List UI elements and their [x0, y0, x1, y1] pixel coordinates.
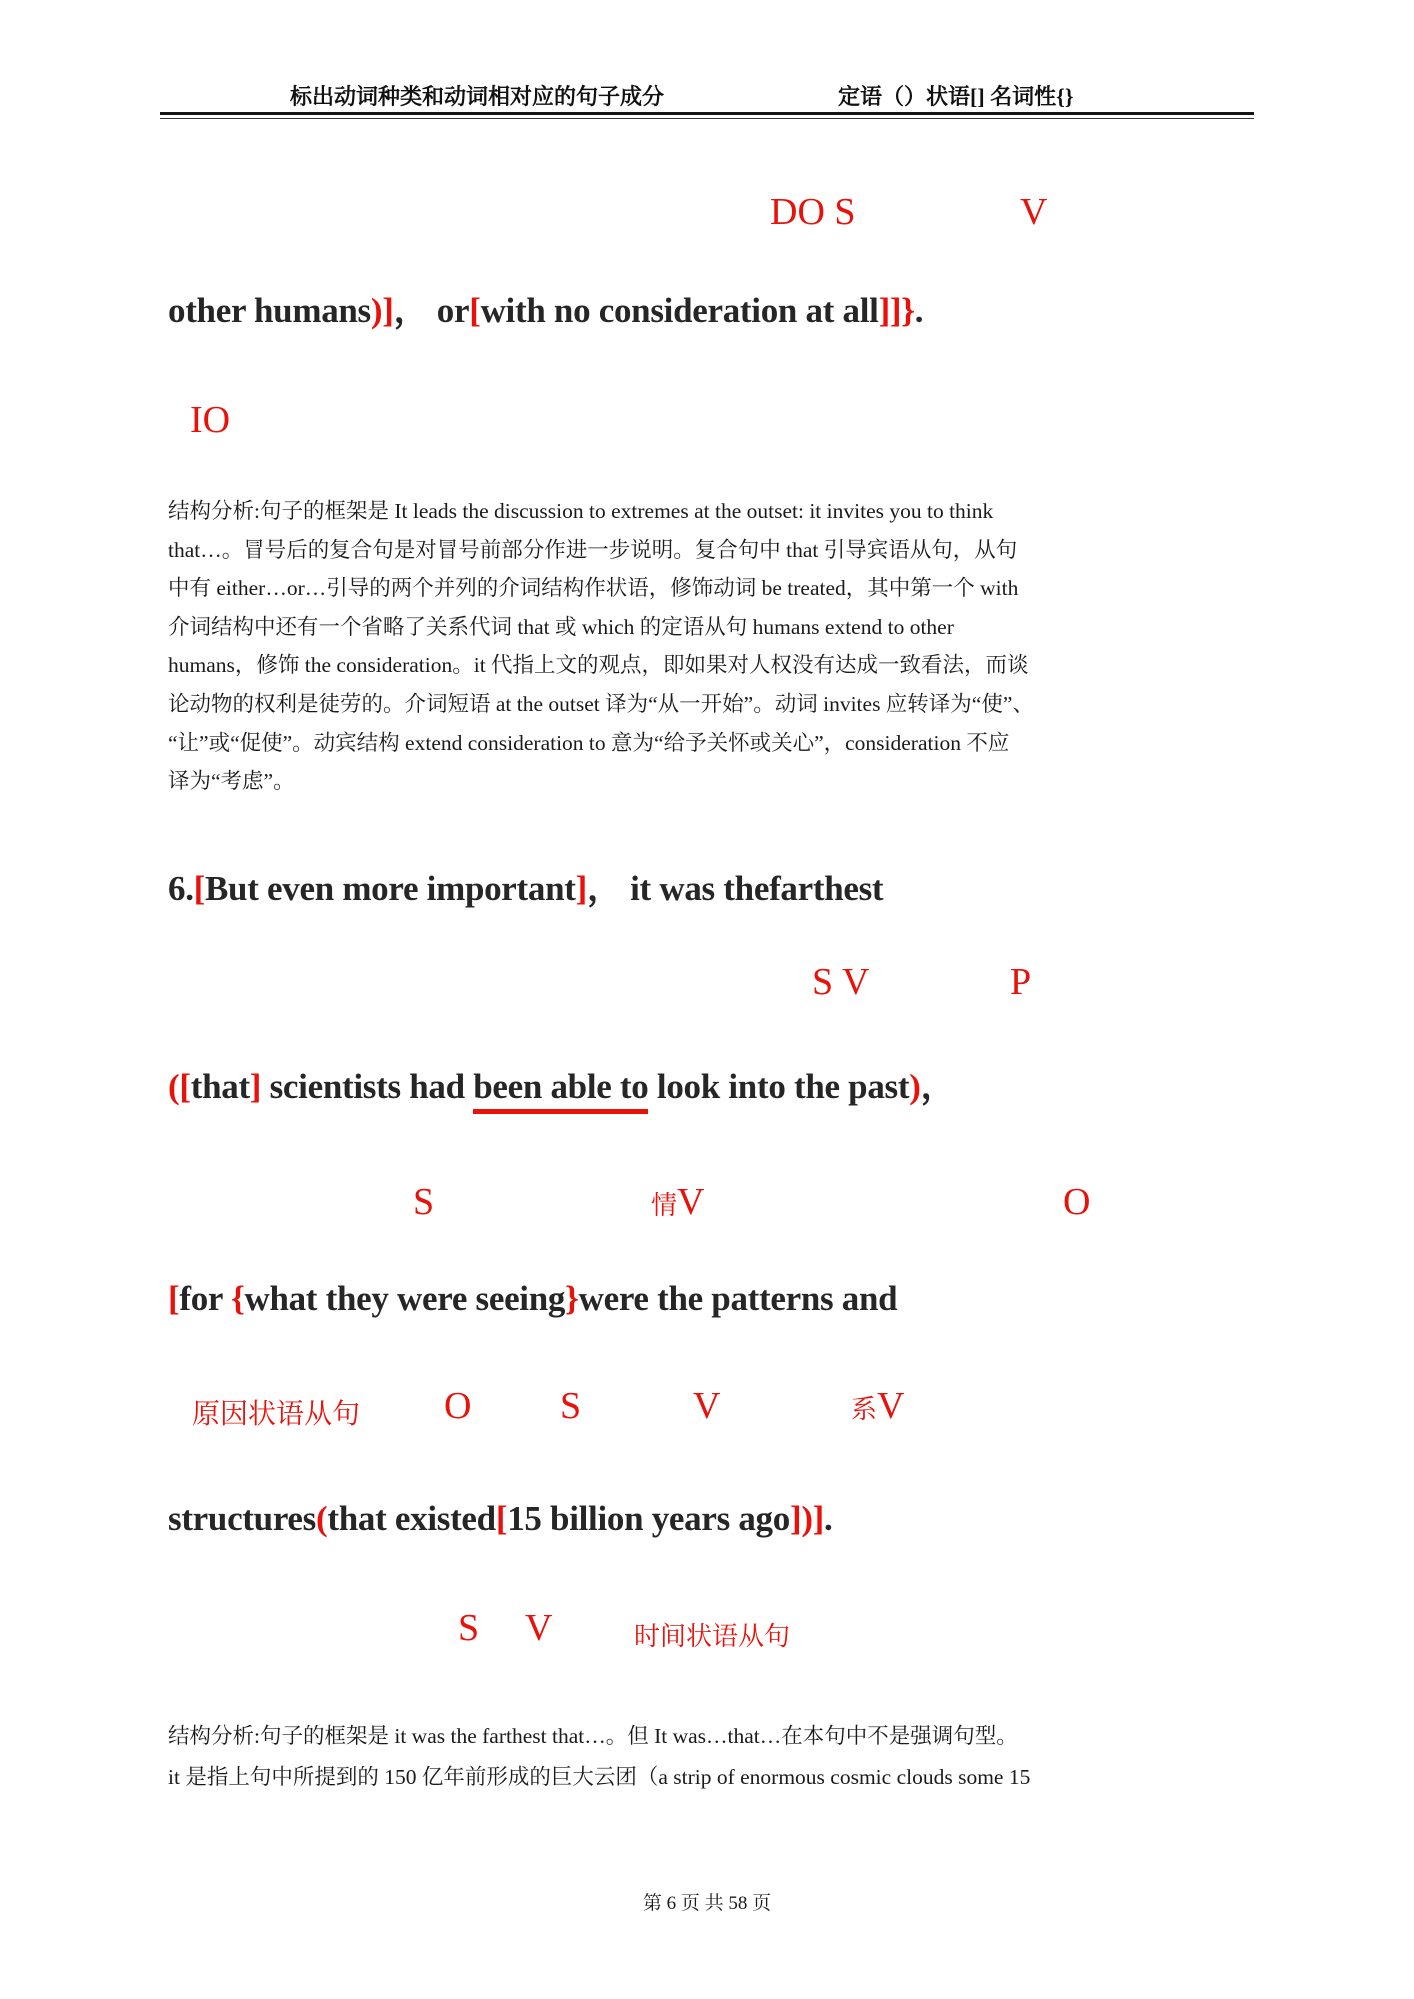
sentence-text: But even more important [205, 869, 576, 908]
bracket-marker: ([ [168, 1067, 191, 1106]
sentence-text: ， [920, 1067, 956, 1106]
sentence-text: . [824, 1499, 833, 1538]
sentence-text: . [914, 291, 924, 330]
bracket-marker: [ [469, 291, 481, 330]
annotation-o: O [1063, 1181, 1091, 1223]
annotation-time-clause: 时间状语从句 [634, 1622, 791, 1651]
annotation-modal-v: 情V [651, 1181, 705, 1223]
sentence-text: ， or [393, 291, 470, 330]
header-rule [160, 112, 1254, 119]
sentence-6-line-2 [168, 1064, 955, 1110]
header-marking-instruction: 标出动词种类和动词相对应的句子成分 [290, 84, 665, 109]
analysis-line: 介词结构中还有一个省略了关系代词 that 或 which 的定语从句 humans extend to other [168, 614, 954, 639]
sentence-text: with no consideration at all [480, 291, 879, 330]
bracket-marker: [ [495, 1499, 508, 1538]
sentence-text: that existed [327, 1499, 496, 1538]
bracket-marker: ) [909, 1067, 921, 1106]
sentence-text: 15 billion years ago [507, 1499, 790, 1538]
underlined-phrase: been able to [473, 1067, 648, 1114]
bracket-marker: ] [249, 1067, 262, 1106]
annotation-io: IO [190, 399, 231, 441]
bracket-marker: ( [316, 1499, 328, 1538]
annotation-reason-clause: 原因状语从句 [192, 1399, 361, 1430]
bracket-marker: )] [370, 291, 394, 330]
bracket-marker: } [565, 1279, 579, 1318]
structure-analysis-paragraph-2 [168, 1716, 1253, 1798]
analysis-line: 中有 either…or…引导的两个并列的介词结构作状语，修饰动词 be treated，其中第一个 with [168, 576, 1019, 601]
sentence-fragment-1 [168, 288, 923, 334]
annotation-p: P [1010, 961, 1032, 1003]
sentence-6-line-1 [168, 866, 883, 912]
annotation-s2: S [560, 1385, 582, 1427]
sentence-6-line-3 [168, 1276, 897, 1322]
analysis-line: 译为“考虑”。 [168, 769, 295, 794]
annotation-s-v: S V [812, 961, 870, 1003]
sentence-text: ， it was thefarthest [586, 869, 884, 908]
annotation-s3: S [458, 1607, 480, 1649]
annotation-s: S [413, 1181, 435, 1223]
bracket-marker: ])] [789, 1499, 825, 1538]
sentence-text: for [179, 1279, 231, 1318]
analysis-line: 结构分析:句子的框架是 It leads the discussion to extremes at the outset: it invites you to think [168, 499, 994, 523]
sentence-6-line-4 [168, 1496, 833, 1542]
annotation-do-s: DO S [770, 191, 856, 233]
analysis-line: “让”或“促使”。动宾结构 extend consideration to 意为“给予关怀或关心”，consideration 不应 [168, 730, 1010, 755]
sentence-text: 6. [168, 869, 194, 908]
analysis-line: that…。冒号后的复合句是对冒号前部分作进一步说明。复合句中 that 引导宾语从句，从句 [168, 537, 1018, 562]
bracket-marker: [ [193, 869, 206, 908]
annotation-o2: O [444, 1385, 472, 1427]
analysis-line: 论动物的权利是徒劳的。介词短语 at the outset 译为“从一开始”。动词 invites 应转译为“使”、 [168, 691, 1034, 716]
header-notation-legend: 定语（）状语[] 名词性{} [838, 84, 1074, 109]
bracket-marker: ] [575, 869, 587, 908]
bracket-marker: ]]} [878, 291, 915, 330]
analysis-line: humans，修饰 the consideration。it 代指上文的观点，即如果对人权没有达成一致看法，而谈 [168, 653, 1029, 678]
sentence-text: what they were seeing [244, 1279, 566, 1318]
sentence-text: were the patterns and [578, 1279, 898, 1318]
structure-analysis-paragraph-1 [168, 492, 1253, 801]
analysis-line: 结构分析:句子的框架是 it was the farthest that…。但 It was…that…在本句中不是强调句型。 [168, 1724, 1018, 1748]
sentence-text: that [190, 1067, 250, 1106]
bracket-marker: { [230, 1279, 245, 1318]
sentence-text: look into the past [648, 1067, 910, 1106]
linking-marker: 系 [851, 1395, 878, 1424]
annotation-v2: V [693, 1385, 721, 1427]
sentence-text: scientists had [261, 1067, 474, 1106]
annotation-linking-v: 系V [851, 1385, 905, 1427]
sentence-text: structures [168, 1499, 316, 1538]
analysis-line: it 是指上句中所提到的 150 亿年前形成的巨大云团（a strip of enormous cosmic clouds some 15 [168, 1765, 1031, 1789]
annotation-v: V [1020, 191, 1048, 233]
annotation-v3: V [525, 1607, 553, 1649]
page-number: 第 6 页 共 58 页 [642, 1893, 772, 1914]
bracket-marker: [ [168, 1279, 180, 1318]
modal-marker: 情 [651, 1191, 678, 1220]
sentence-text: other humans [168, 291, 371, 330]
